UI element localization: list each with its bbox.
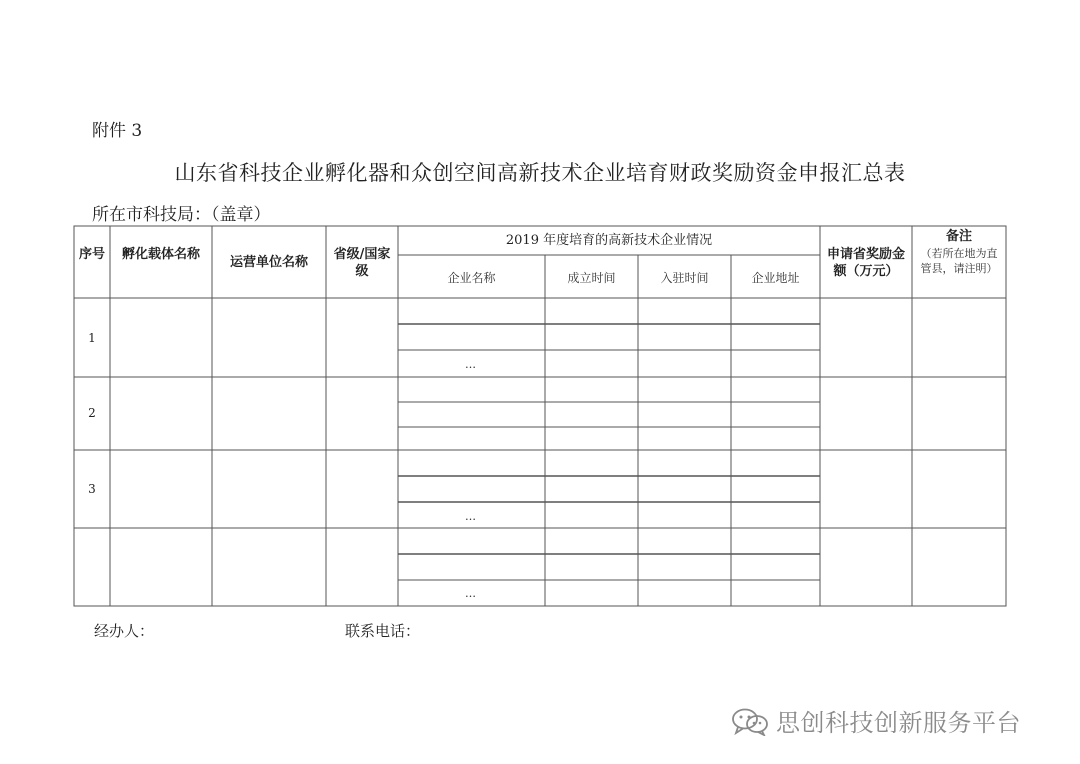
row-seq-2: 2 <box>88 406 96 420</box>
watermark-text: 思创科技创新服务平台 <box>776 709 1021 737</box>
header-remark-note: （若所在地为直管县，请注明） <box>920 247 998 275</box>
row-ellipsis-4: … <box>465 587 478 600</box>
bureau-stamp-label: 所在市科技局：（盖章） <box>92 205 271 225</box>
attachment-label: 附件 3 <box>92 121 143 141</box>
header-carrier-name: 孵化载体名称 <box>121 247 200 262</box>
phone-label: 联系电话： <box>345 622 421 640</box>
wechat-icon <box>730 706 770 736</box>
row-seq-3: 3 <box>88 482 96 496</box>
header-company-address: 企业地址 <box>751 271 800 285</box>
document-title: 山东省科技企业孵化器和众创空间高新技术企业培育财政奖励资金申报汇总表 <box>174 161 906 185</box>
row-seq-1: 1 <box>88 331 96 345</box>
row-ellipsis-1: … <box>465 358 478 371</box>
handler-label: 经办人： <box>94 622 155 640</box>
header-reward-amount: 申请省奖励金额（万元） <box>826 247 905 279</box>
header-entry-date: 入驻时间 <box>660 271 709 285</box>
header-founded-date: 成立时间 <box>567 271 616 285</box>
header-group-2019: 2019 年度培育的高新技术企业情况 <box>505 233 713 248</box>
row-ellipsis-3: … <box>465 510 478 523</box>
watermark <box>730 703 1021 738</box>
header-seq: 序号 <box>78 247 105 262</box>
header-company-name: 企业名称 <box>447 271 496 285</box>
header-operator-name: 运营单位名称 <box>229 255 308 270</box>
header-level: 省级/国家级 <box>333 247 391 279</box>
header-remark: 备注 <box>945 229 972 244</box>
